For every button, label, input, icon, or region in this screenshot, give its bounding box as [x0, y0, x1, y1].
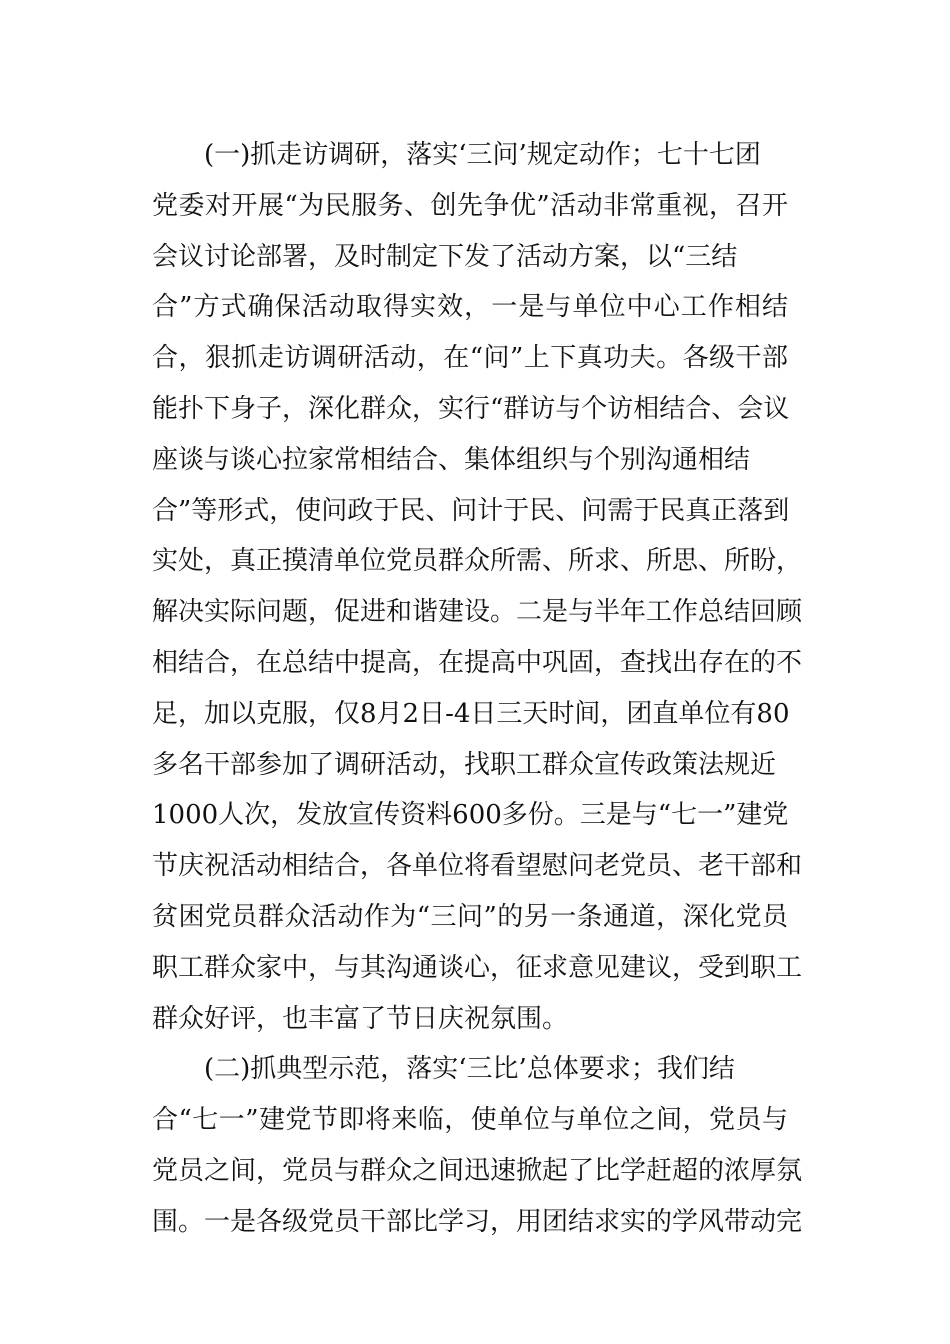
paragraph-line: 节庆祝活动相结合，各单位将看望慰问老党员、老干部和 [152, 851, 803, 882]
paragraph-line: 合”等形式，使问政于民、问计于民、问需于民真正落到 [152, 495, 790, 526]
paragraph-line: 合”方式确保活动取得实效，一是与单位中心工作相结 [152, 292, 788, 323]
paragraph-line: 1000人次，发放宣传资料600多份。三是与“七一”建党 [152, 800, 789, 831]
paragraph-line: 职工群众家中，与其沟通谈心，征求意见建议，受到职工 [152, 952, 803, 983]
paragraph-line: (一)抓走访调研，落实‘三问’规定动作；七十七团 [204, 140, 761, 170]
paragraph-line: 足，加以克服，仅8月2日-4日三天时间，团直单位有80 [152, 698, 790, 729]
paragraph-line: (二)抓典型示范，落实‘三比’总体要求；我们结 [204, 1054, 735, 1085]
paragraph-line: 多名干部参加了调研活动，找职工群众宣传政策法规近 [152, 749, 777, 780]
paragraph-line: 会议讨论部署，及时制定下发了活动方案，以“三结 [152, 241, 738, 272]
paragraph-line: 党委对开展“为民服务、创先争优”活动非常重视，召开 [152, 190, 788, 221]
paragraph-line: 合，狠抓走访调研活动，在“问”上下真功夫。各级干部 [152, 343, 788, 374]
paragraph-line: 座谈与谈心拉家常相结合、集体组织与个别沟通相结 [152, 444, 751, 475]
document-body [152, 130, 812, 1248]
paragraph-2 [152, 1044, 812, 1247]
paragraph-line: 相结合，在总结中提高，在提高中巩固，查找出存在的不 [152, 647, 803, 678]
paragraph-line: 实处，真正摸清单位党员群众所需、所求、所思、所盼， [152, 546, 803, 577]
paragraph-line: 贫困党员群众活动作为“三问”的另一条通道，深化党员 [152, 901, 788, 932]
paragraph-line: 党员之间，党员与群众之间迅速掀起了比学赶超的浓厚氛 [152, 1155, 803, 1186]
paragraph-1 [152, 130, 812, 1044]
paragraph-line: 群众好评，也丰富了节日庆祝氛围。 [152, 1003, 569, 1034]
paragraph-line: 能扑下身子，深化群众，实行“群访与个访相结合、会议 [152, 393, 790, 424]
paragraph-line: 围。一是各级党员干部比学习，用团结求实的学风带动完 [152, 1206, 803, 1237]
paragraph-line: 合“七一”建党节即将来临，使单位与单位之间，党员与 [152, 1105, 788, 1136]
paragraph-line: 解决实际问题，促进和谐建设。二是与半年工作总结回顾 [152, 597, 803, 628]
